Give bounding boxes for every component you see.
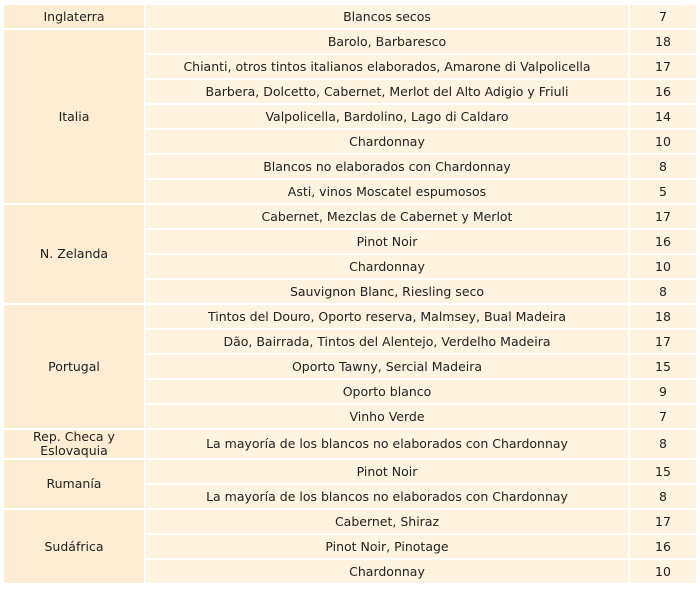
score-cell: 10 bbox=[630, 130, 696, 153]
score-cell: 18 bbox=[630, 305, 696, 328]
score-cell: 8 bbox=[630, 280, 696, 303]
table-row bbox=[4, 305, 696, 328]
wine-cell: Pinot Noir bbox=[146, 460, 628, 483]
wine-cell: Cabernet, Shiraz bbox=[146, 510, 628, 533]
table-row bbox=[4, 460, 696, 483]
table-row bbox=[4, 430, 696, 458]
score-cell: 16 bbox=[630, 80, 696, 103]
country-cell: N. Zelanda bbox=[4, 205, 144, 303]
score-cell: 17 bbox=[630, 205, 696, 228]
score-cell: 10 bbox=[630, 255, 696, 278]
wine-cell: Chianti, otros tintos italianos elaborados, Amarone di Valpolicella bbox=[146, 55, 628, 78]
score-cell: 18 bbox=[630, 30, 696, 53]
score-cell: 9 bbox=[630, 380, 696, 403]
wine-cell: Blancos no elaborados con Chardonnay bbox=[146, 155, 628, 178]
country-cell: Italia bbox=[4, 30, 144, 203]
score-cell: 8 bbox=[630, 485, 696, 508]
wine-cell: Chardonnay bbox=[146, 560, 628, 583]
wine-cell: Barolo, Barbaresco bbox=[146, 30, 628, 53]
country-cell: Sudáfrica bbox=[4, 510, 144, 583]
wine-cell: Barbera, Dolcetto, Cabernet, Merlot del Alto Adigio y Friuli bbox=[146, 80, 628, 103]
country-cell: Rep. Checa y Eslovaquia bbox=[4, 430, 144, 458]
wine-cell: Pinot Noir, Pinotage bbox=[146, 535, 628, 558]
score-cell: 17 bbox=[630, 55, 696, 78]
table-row bbox=[4, 5, 696, 28]
wine-ratings-table bbox=[2, 3, 698, 585]
score-cell: 14 bbox=[630, 105, 696, 128]
score-cell: 8 bbox=[630, 155, 696, 178]
wine-cell: Sauvignon Blanc, Riesling seco bbox=[146, 280, 628, 303]
wine-cell: Blancos secos bbox=[146, 5, 628, 28]
wine-cell: Pinot Noir bbox=[146, 230, 628, 253]
wine-cell: Oporto Tawny, Sercial Madeira bbox=[146, 355, 628, 378]
score-cell: 16 bbox=[630, 535, 696, 558]
wine-cell: Tintos del Douro, Oporto reserva, Malmsey, Bual Madeira bbox=[146, 305, 628, 328]
country-cell: Portugal bbox=[4, 305, 144, 428]
table-row bbox=[4, 30, 696, 53]
wine-cell: Dão, Bairrada, Tintos del Alentejo, Verdelho Madeira bbox=[146, 330, 628, 353]
score-cell: 17 bbox=[630, 510, 696, 533]
score-cell: 5 bbox=[630, 180, 696, 203]
wine-cell: La mayoría de los blancos no elaborados con Chardonnay bbox=[146, 485, 628, 508]
score-cell: 16 bbox=[630, 230, 696, 253]
score-cell: 15 bbox=[630, 355, 696, 378]
score-cell: 8 bbox=[630, 430, 696, 458]
wine-cell: Chardonnay bbox=[146, 130, 628, 153]
country-cell: Rumanía bbox=[4, 460, 144, 508]
wine-table-body bbox=[4, 5, 696, 583]
score-cell: 7 bbox=[630, 405, 696, 428]
score-cell: 7 bbox=[630, 5, 696, 28]
score-cell: 15 bbox=[630, 460, 696, 483]
wine-cell: Cabernet, Mezclas de Cabernet y Merlot bbox=[146, 205, 628, 228]
table-row bbox=[4, 205, 696, 228]
score-cell: 17 bbox=[630, 330, 696, 353]
wine-cell: Chardonnay bbox=[146, 255, 628, 278]
wine-cell: Vinho Verde bbox=[146, 405, 628, 428]
wine-cell: Valpolicella, Bardolino, Lago di Caldaro bbox=[146, 105, 628, 128]
wine-cell: Asti, vinos Moscatel espumosos bbox=[146, 180, 628, 203]
wine-cell: La mayoría de los blancos no elaborados con Chardonnay bbox=[146, 430, 628, 458]
country-cell: Inglaterra bbox=[4, 5, 144, 28]
wine-cell: Oporto blanco bbox=[146, 380, 628, 403]
score-cell: 10 bbox=[630, 560, 696, 583]
table-row bbox=[4, 510, 696, 533]
